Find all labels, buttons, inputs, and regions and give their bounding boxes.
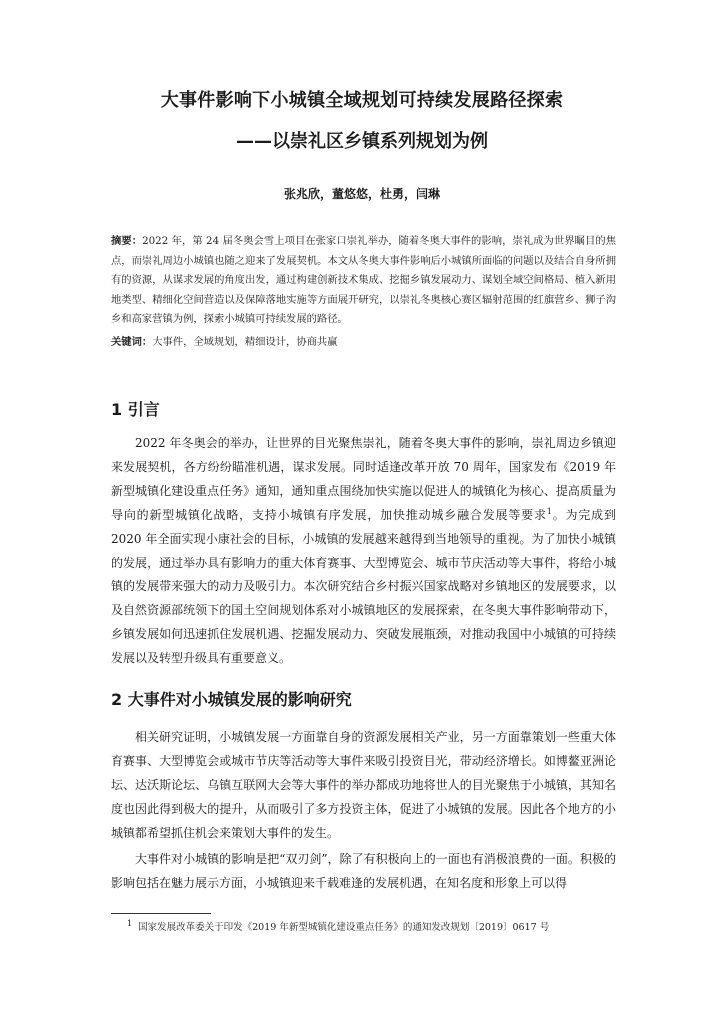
body-paragraph	[111, 432, 616, 671]
paper-title: 大事件影响下小城镇全域规划可持续发展路径探索	[160, 90, 564, 111]
footnote-marker: 1	[127, 918, 133, 928]
footnote-reference[interactable]: 1	[546, 506, 552, 516]
keywords-label: 关键词：	[111, 336, 153, 348]
keywords	[111, 333, 616, 351]
footnote-divider	[111, 913, 211, 914]
footnote	[127, 918, 616, 935]
abstract	[111, 232, 616, 330]
abstract-text: 2022 年，第 24 届冬奥会雪上项目在张家口崇礼举办，随着冬奥大事件的影响，崇礼成为世界瞩目的焦点，而崇礼周边小城镇也随之迎来了发展契机。本文从冬奥大事件影响后小城镇所面临的问题以及结合自身所拥有的资源，从谋求发展的角度出发，通过构建创新技术集成、挖掘乡镇发展动力、谋划全域空间格局、植入新用地类型、精细化空间营造以及保障落地实施等方面展开研究，以崇礼冬奥核心赛区辐射范围的红旗营乡、狮子沟乡和高家营镇为例，探索小城镇可持续发展的路径。	[111, 235, 617, 326]
footnote-text: 国家发展改革委关于印发《2019 年新型城镇化建设重点任务》的通知发改规划〔2019〕0617 号	[138, 922, 550, 933]
paragraph-text: 。为完成到 2020 年全面实现小康社会的目标，小城镇的发展越来越得到当地领导的重视。为了加快小城镇的发展，通过举办具有影响力的重大体育赛事、大型博览会、城市节庆活动等大事件，将给小城镇的发展带来强大的动力及吸引力。本次研究结合乡村振兴国家战略对乡镇地区的发展要求，以及自然资源部统领下的国土空间规划体系对小城镇地区的发展探索，在冬奥大事件影响带动下，乡镇发展如何迅速抓住发展机遇、挖掘发展动力、突破发展瓶颈，对推动我国中小城镇的可持续发展以及转型升级具有重要意义。	[111, 507, 616, 666]
paper-subtitle: ——以崇礼区乡镇系列规划为例	[236, 131, 488, 152]
paragraph-text: 2022 年冬奥会的举办，让世界的目光聚焦崇礼，随着冬奥大事件的影响，崇礼周边乡镇迎来发展契机，各方纷纷瞄准机遇，谋求发展。同时适逢改革开放 70 周年，国家发布《2019 年新型城镇化建设重点任务》通知，通知重点围绕加快实施以促进人的城镇化为核心、提高质量为导向的新型城镇化战略，支持小城镇有序发展，加快推动城乡融合发展等要求	[111, 436, 616, 522]
abstract-label: 摘要：	[111, 235, 143, 247]
keywords-text: 大事件，全域规划，精细设计，协商共赢	[152, 336, 338, 348]
section-heading-introduction: 1 引言	[111, 400, 160, 419]
author-list: 张兆欣，董悠悠，杜勇，闫琳	[283, 187, 440, 201]
section-heading-impact-research: 2 大事件对小城镇发展的影响研究	[111, 690, 352, 709]
body-paragraph: 相关研究证明，小城镇发展一方面靠自身的资源发展相关产业，另一方面靠策划一些重大体育赛事、大型博览会或城市节庆等活动等大事件来吸引投资目光，带动经济增长。如博鳌亚洲论坛、达沃斯论坛、乌镇互联网大会等大事件的举办都成功地将世人的目光聚焦于小城镇，其知名度也因此得到极大的提升，从而吸引了多方投资主体，促进了小城镇的发展。因此各个地方的小城镇都希望抓住机会来策划大事件的发生。	[111, 730, 616, 840]
body-paragraph: 大事件对小城镇的影响是把“双刃剑”，除了有积极向上的一面也有消极浪费的一面。积极的影响包括在魅力展示方面，小城镇迎来千载难逢的发展机遇，在知名度和形象上可以得	[111, 852, 616, 890]
